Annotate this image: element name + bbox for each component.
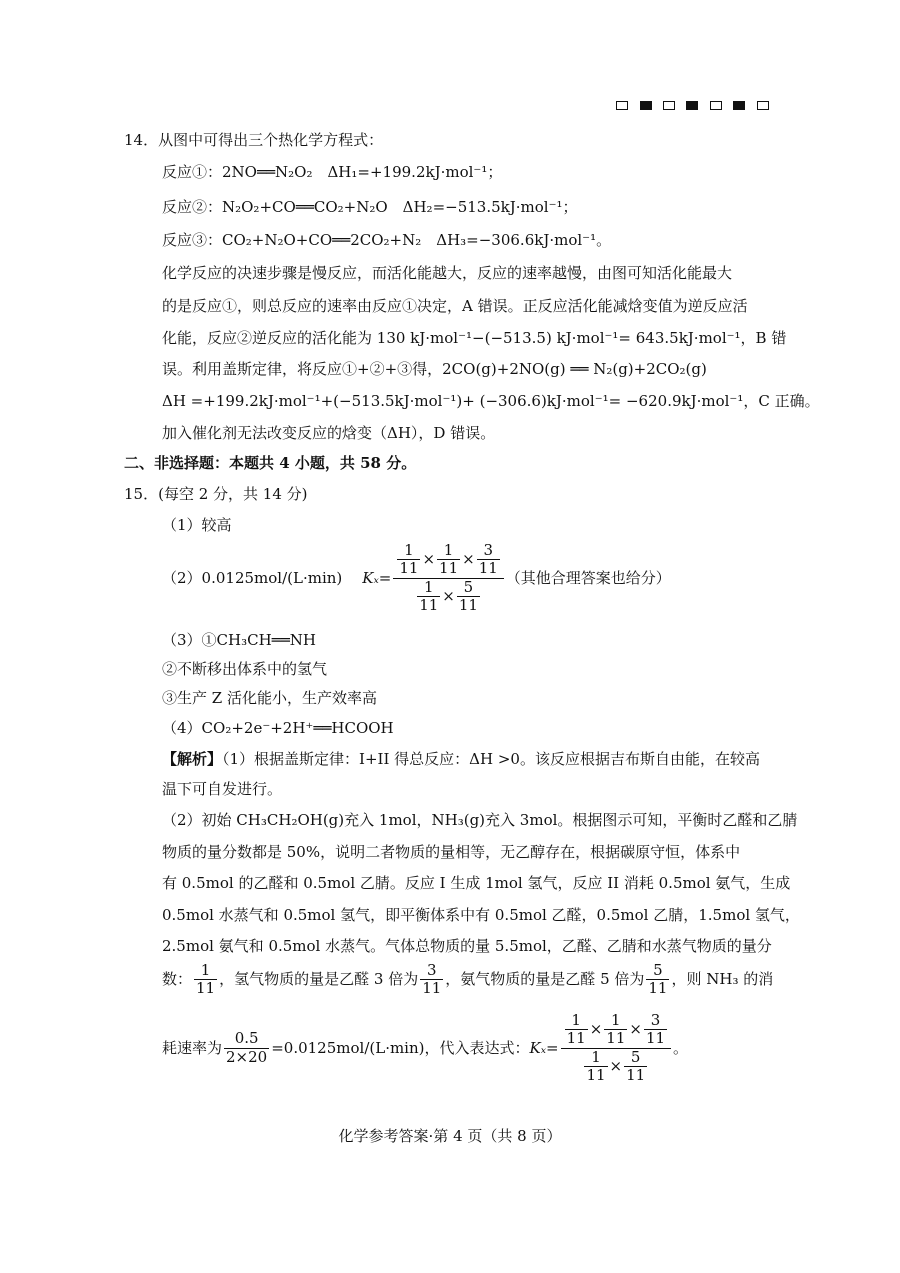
q15-answer-1: （1）较高 <box>162 516 232 534</box>
q14-intro: 14．从图中可得出三个热化学方程式： <box>124 131 384 149</box>
q15-heading: 15．(每空 2 分，共 14 分) <box>124 485 308 503</box>
explanation-line: 物质的量分数都是 50%，说明二者物质的量相等，无乙醇存在，根据碳原守恒，体系中 <box>162 843 741 861</box>
q14-reaction-2: 反应②：N₂O₂+CO══CO₂+N₂O ΔH₂=−513.5kJ·mol⁻¹； <box>162 198 578 216</box>
header-square <box>686 101 698 110</box>
kx-fraction-2: $\frac{1}{11}$ × $\frac{1}{11}$ × $\frac{3}{11}$ $\frac{1}{11}$ × $\frac{5}{11}$ <box>561 1012 671 1084</box>
q15-answer-4: （4）CO₂+2e⁻+2H⁺══HCOOH <box>162 719 394 737</box>
q14-paragraph-line: 的是反应①，则总反应的速率由反应①决定，A 错误。正反应活化能减焓变值为逆反应活 <box>162 297 748 315</box>
q14-paragraph-line: 误。利用盖斯定律，将反应①+②+③得，2CO(g)+2NO(g) ══ N₂(g)+2CO₂(g) <box>162 360 707 378</box>
q14-paragraph-line: 化学反应的决速步骤是慢反应，而活化能越大，反应的速率越慢，由图可知活化能最大 <box>162 264 733 282</box>
q15-answer-3-3: ③生产 Z 活化能小，生产效率高 <box>162 689 377 707</box>
page-footer: 化学参考答案·第 4 页（共 8 页） <box>338 1127 562 1145</box>
explanation-line: 0.5mol 水蒸气和 0.5mol 氢气，即平衡体系中有 0.5mol 乙醛，0.5mol 乙腈，1.5mol 氢气， <box>162 906 800 924</box>
q14-reaction-3: 反应③：CO₂+N₂O+CO══2CO₂+N₂ ΔH₃=−306.6kJ·mol⁻¹。 <box>162 231 612 249</box>
header-square <box>663 101 675 110</box>
header-square <box>616 101 628 110</box>
q14-reaction-1: 反应①：2NO══N₂O₂ ΔH₁=+199.2kJ·mol⁻¹； <box>162 163 503 181</box>
explanation-line: 有 0.5mol 的乙醛和 0.5mol 乙腈。反应 I 生成 1mol 氢气，反应 II 消耗 0.5mol 氨气，生成 <box>162 874 791 892</box>
header-square <box>640 101 652 110</box>
q15-answer-2 <box>162 542 671 614</box>
explanation-line-rate: 耗速率为 $\frac{0.5}{2\times 20}$ =0.0125mol/(L·min)，代入表达式： Kₓ= $\frac{1}{11}$ × $\frac{1}{11}$ × $\frac{3}{11}$ $\frac{1}{11}$ × $\frac{5}{11}$ 。 <box>162 1011 689 1084</box>
explanation-line: （2）初始 CH₃CH₂OH(g)充入 1mol，NH₃(g)充入 3mol。根据图示可知，平衡时乙醛和乙腈 <box>162 811 798 829</box>
header-square <box>733 101 745 110</box>
header-square <box>757 101 769 110</box>
header-square <box>710 101 722 110</box>
kx-label: Kₓ= <box>362 568 392 587</box>
q14-paragraph-line: ΔH =+199.2kJ·mol⁻¹+(−513.5kJ·mol⁻¹)+ (−306.6)kJ·mol⁻¹= −620.9kJ·mol⁻¹，C 正确。 <box>162 392 820 410</box>
answer-2-note: （其他合理答案也给分） <box>505 568 671 587</box>
explanation-line: 2.5mol 氨气和 0.5mol 水蒸气。气体总物质的量 5.5mol，乙醛、乙腈和水蒸气物质的量分 <box>162 937 772 955</box>
explanation-line-fractions: 数： $\frac{1}{11}$ ，氢气物质的量是乙醛 3 倍为 $\frac{3}{11}$ ，氨气物质的量是乙醛 5 倍为 $\frac{5}{11}$ ，则 NH₃ 的消 <box>162 961 774 998</box>
q15-answer-3-2: ②不断移出体系中的氢气 <box>162 660 328 678</box>
section-heading: 二、非选择题：本题共 4 小题，共 58 分。 <box>124 454 417 472</box>
explanation-line-1: 【解析】（1）根据盖斯定律：I+II 得总反应：ΔH >0。该反应根据吉布斯自由能，在较高 <box>162 750 760 768</box>
q14-paragraph-line: 加入催化剂无法改变反应的焓变（ΔH），D 错误。 <box>162 424 496 442</box>
answer-2-rate: （2）0.0125mol/(L·min) <box>162 568 343 587</box>
q14-paragraph-line: 化能，反应②逆反应的活化能为 130 kJ·mol⁻¹−(−513.5) kJ·mol⁻¹= 643.5kJ·mol⁻¹，B 错 <box>162 329 787 347</box>
explanation-label: 【解析】 <box>162 750 223 768</box>
kx-fraction: $\frac{1}{11}$ × $\frac{1}{11}$ × $\frac{3}{11}$ $\frac{1}{11}$ × $\frac{5}{11}$ <box>393 542 503 614</box>
q15-answer-3-1: （3）①CH₃CH══NH <box>162 631 316 649</box>
explanation-line: 温下可自发进行。 <box>162 780 283 798</box>
